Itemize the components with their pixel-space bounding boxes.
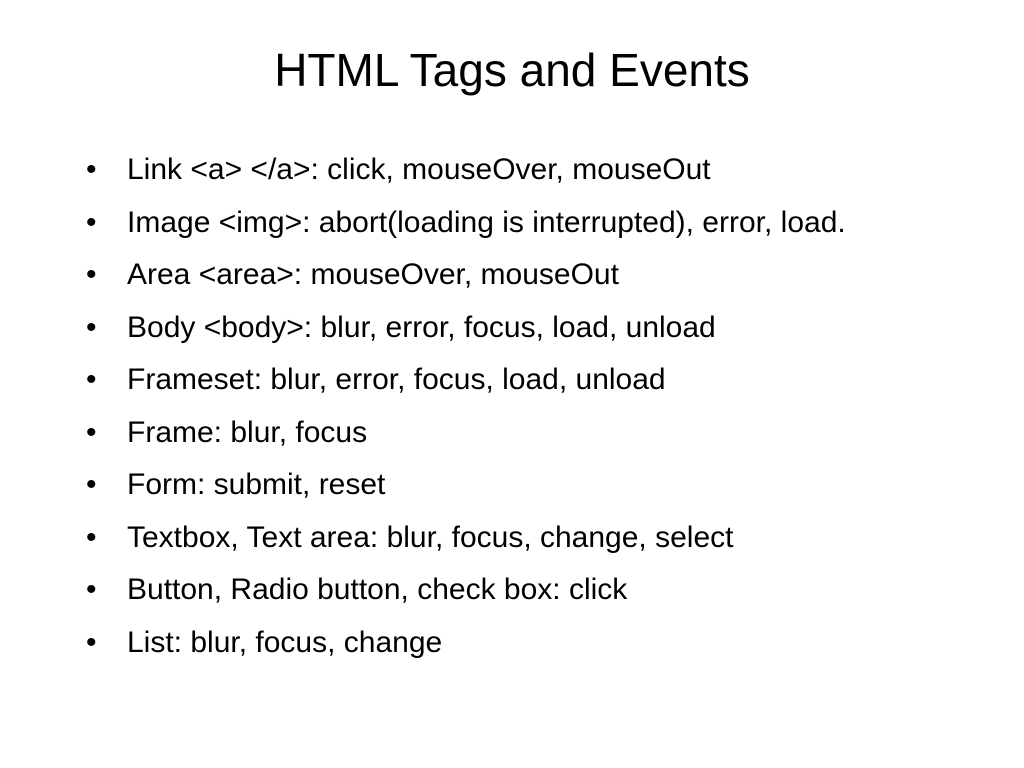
list-item-text: Button, Radio button, check box: click: [127, 573, 628, 606]
bullet-icon: •: [86, 415, 97, 449]
bullet-icon: •: [86, 520, 97, 554]
slide-title: HTML Tags and Events: [274, 44, 750, 96]
list-item: [86, 201, 966, 244]
list-item-text: Textbox, Text area: blur, focus, change, select: [127, 520, 734, 554]
bullet-icon: •: [86, 625, 97, 659]
list-item-text: Body <body>: blur, error, focus, load, unload: [127, 310, 716, 344]
list-item-text: Image <img>: abort(loading is interrupted), error, load.: [127, 205, 846, 239]
list-item: [86, 148, 966, 191]
list-item-text: List: blur, focus, change: [127, 625, 443, 659]
list-item: [86, 306, 966, 349]
list-item: [86, 516, 966, 559]
bullet-icon: •: [86, 258, 97, 291]
list-item: [86, 621, 966, 664]
bullet-icon: •: [86, 573, 97, 606]
bullet-icon: •: [86, 205, 97, 239]
list-item-text: Link <a> </a>: click, mouseOver, mouseOut: [127, 153, 711, 186]
list-item: [86, 253, 966, 296]
bullet-list: [86, 148, 966, 673]
bullet-icon: •: [86, 153, 97, 186]
list-item: [86, 463, 966, 506]
list-item-text: Frameset: blur, error, focus, load, unload: [127, 363, 666, 396]
bullet-icon: •: [86, 363, 97, 396]
list-item-text: Area <area>: mouseOver, mouseOut: [127, 258, 619, 291]
list-item-text: Frame: blur, focus: [127, 415, 368, 449]
list-item-text: Form: submit, reset: [127, 468, 386, 501]
bullet-icon: •: [86, 310, 97, 344]
list-item: [86, 411, 966, 454]
list-item: [86, 568, 966, 611]
list-item: [86, 358, 966, 401]
bullet-icon: •: [86, 468, 97, 501]
